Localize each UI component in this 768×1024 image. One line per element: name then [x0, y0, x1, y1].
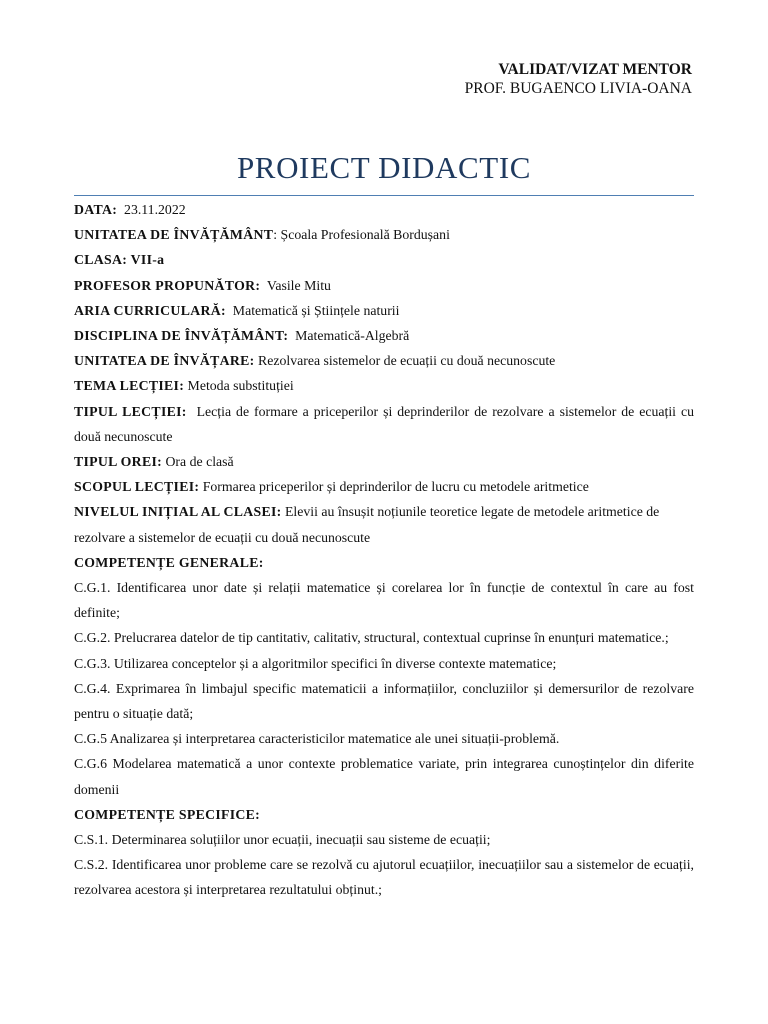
field-class: [74, 247, 694, 272]
field-value: Elevii au însușit noțiunile teoretice legate de metodele aritmetice de rezolvare a sistemelor de ecuații cu două necunoscute: [74, 504, 660, 545]
validation-block: [465, 60, 692, 98]
field-value: Metoda substituției: [187, 378, 294, 394]
field-label: UNITATEA DE ÎNVĂȚĂMÂNT: [74, 227, 274, 243]
field-lesson-type: [74, 399, 694, 449]
validation-title: VALIDAT/VIZAT MENTOR: [498, 61, 692, 78]
field-label: PROFESOR PROPUNĂTOR:: [74, 277, 261, 293]
field-label: DATA:: [74, 202, 118, 217]
field-discipline: [74, 323, 694, 348]
field-learning-unit: [74, 348, 694, 373]
field-label: CLASA: VII-a: [74, 252, 165, 268]
field-hour-type: [74, 449, 694, 474]
field-value: Matematică și Științele naturii: [232, 302, 400, 318]
field-value: Lecția de formare a priceperilor și deprinderilor de rezolvare a sistemelor de ecuații cu două necunoscute: [74, 403, 694, 444]
title-underline: [74, 195, 694, 196]
field-label: UNITATEA DE ÎNVĂȚARE:: [74, 353, 255, 369]
field-value: Ora de clasă: [165, 454, 234, 470]
competence-item: C.G.1. Identificarea unor date și relații matematice și corelarea lor în funcție de contextul în care au fost definite;: [74, 580, 694, 621]
mentor-name: PROF. BUGAENCO LIVIA-OANA: [464, 80, 692, 97]
document-title: PROIECT DIDACTIC: [236, 150, 532, 185]
competence-item: C.G.2. Prelucrarea datelor de tip cantitativ, calitativ, structural, contextual cuprinse în enunțuri matematice.;: [74, 630, 669, 646]
field-label: SCOPUL LECȚIEI:: [74, 479, 200, 495]
field-lesson-theme: [74, 373, 694, 398]
field-date: [74, 197, 694, 222]
field-curricular-area: [74, 298, 694, 323]
competence-item: C.G.4. Exprimarea în limbajul specific matematicii a informațiilor, concluziilor și demersurilor de rezolvare pentru o situație dată;: [74, 680, 694, 722]
competence-item: C.G.5 Analizarea și interpretarea caracteristicilor matematice ale unei situații-problemă.: [74, 731, 560, 747]
competence-item: C.S.2. Identificarea unor probleme care se rezolvă cu ajutorul ecuațiilor, inecuațiilor sau a sistemelor de ecuații, rezolvarea acestora și interpretarea rezultatului obținut.;: [74, 857, 694, 898]
field-label: TIPUL OREI:: [74, 454, 163, 470]
field-value: Vasile Mitu: [266, 277, 331, 293]
field-label: TIPUL LECȚIEI:: [74, 403, 187, 419]
field-initial-level: [74, 499, 694, 549]
document-body: [74, 197, 694, 903]
field-value: Formarea priceperilor și deprinderilor de lucru cu metodele aritmetice: [202, 479, 589, 495]
field-label: ARIA CURRICULARĂ:: [74, 302, 226, 318]
field-lesson-scope: [74, 474, 694, 499]
field-teacher: [74, 273, 694, 298]
competence-item: C.S.1. Determinarea soluțiilor unor ecuații, inecuații sau sisteme de ecuații;: [74, 832, 491, 848]
field-value: 23.11.2022: [124, 202, 186, 217]
field-institution: [74, 222, 694, 247]
field-label: NIVELUL INIȚIAL AL CLASEI:: [74, 504, 282, 520]
field-value: Matematică-Algebră: [295, 328, 410, 344]
specific-competences-heading: COMPETENȚE SPECIFICE:: [74, 806, 261, 822]
competence-item: C.G.6 Modelarea matematică a unor contexte problematice variate, prin integrarea cunoștințelor din diferite domenii: [74, 756, 694, 797]
field-label: TEMA LECȚIEI:: [74, 378, 185, 394]
field-value: : Școala Profesională Bordușani: [273, 227, 450, 243]
general-competences-heading: COMPETENȚE GENERALE:: [74, 554, 264, 570]
competence-item: C.G.3. Utilizarea conceptelor și a algoritmilor specifici în diverse contexte matematice;: [74, 655, 557, 671]
field-label: DISCIPLINA DE ÎNVĂȚĂMÂNT:: [74, 328, 289, 344]
field-value: Rezolvarea sistemelor de ecuații cu două necunoscute: [258, 353, 556, 369]
